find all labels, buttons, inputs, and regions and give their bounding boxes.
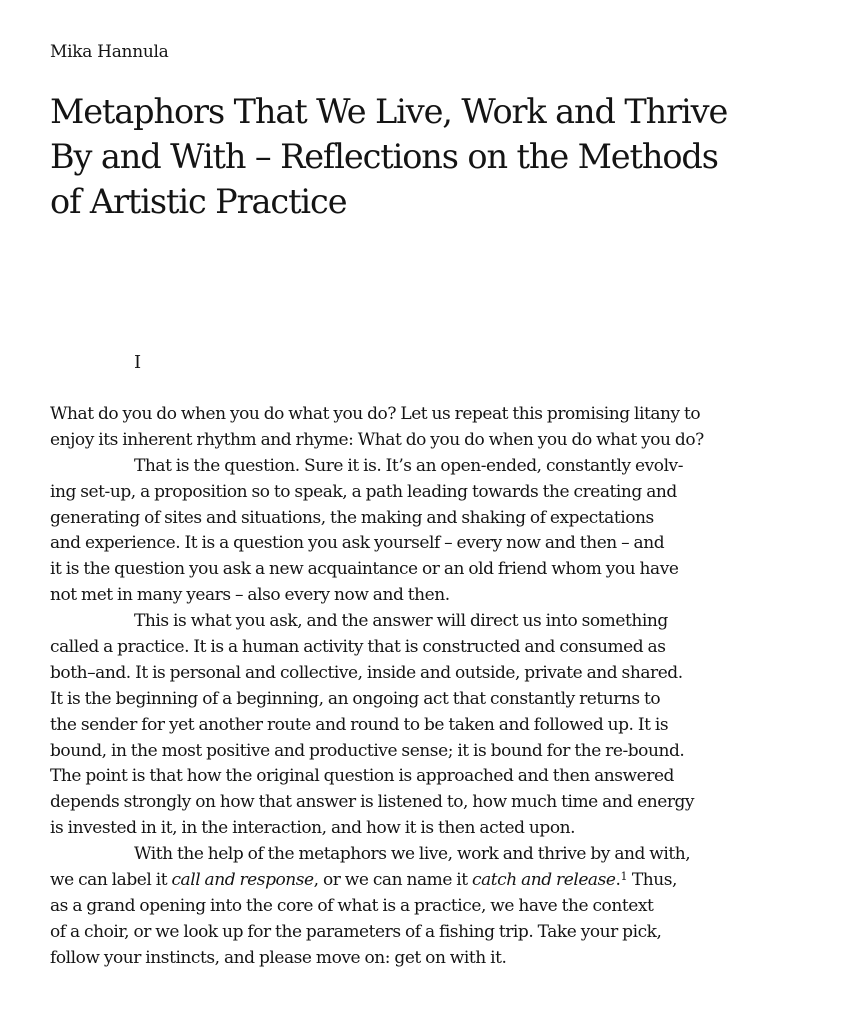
title-line: Metaphors That We Live, Work and Thrive bbox=[50, 92, 728, 131]
text-line: as a grand opening into the core of what is a practice, we have the context bbox=[50, 895, 654, 916]
body-text bbox=[50, 402, 786, 972]
section-number: I bbox=[134, 352, 142, 373]
text-line: both–and. It is personal and collective, inside and outside, private and shared. bbox=[50, 662, 683, 683]
author-name: Mika Hannula bbox=[50, 42, 169, 62]
paragraph-start-line: This is what you ask, and the answer will direct us into something bbox=[134, 611, 668, 632]
text-line: and experience. It is a question you ask yourself – every now and then – and bbox=[50, 533, 665, 554]
text-line: of a choir, or we look up for the parameters of a fishing trip. Take your pick, bbox=[50, 921, 662, 942]
text-line: is invested in it, in the interaction, and how it is then acted upon. bbox=[50, 818, 576, 839]
text-line: it is the question you ask a new acquaintance or an old friend whom you have bbox=[50, 559, 679, 580]
text-line: called a practice. It is a human activity that is constructed and consumed as bbox=[50, 637, 666, 658]
text-line: not met in many years – also every now and then. bbox=[50, 585, 450, 606]
footnote-ref[interactable]: 1 bbox=[620, 870, 628, 884]
text-line: the sender for yet another route and round to be taken and followed up. It is bbox=[50, 714, 669, 735]
text-line: It is the beginning of a beginning, an ongoing act that constantly returns to bbox=[50, 688, 661, 709]
text-line: The point is that how the original question is approached and then answered bbox=[50, 766, 674, 787]
text-run: . bbox=[615, 870, 621, 891]
italic-phrase: call and response bbox=[171, 870, 314, 891]
text-line bbox=[50, 868, 786, 894]
title-line: By and With – Reflections on the Methods bbox=[50, 137, 718, 176]
article-title bbox=[50, 89, 727, 224]
text-line: enjoy its inherent rhythm and rhyme: What do you do when you do what you do? bbox=[50, 429, 704, 450]
text-line: generating of sites and situations, the making and shaking of expectations bbox=[50, 507, 654, 528]
text-run: , or we can name it bbox=[313, 870, 473, 891]
title-line: of Artistic Practice bbox=[50, 182, 347, 221]
text-line: bound, in the most positive and productive sense; it is bound for the re-bound. bbox=[50, 740, 685, 761]
italic-phrase: catch and release bbox=[472, 870, 616, 891]
paragraph-start-line: With the help of the metaphors we live, work and thrive by and with, bbox=[134, 844, 691, 865]
paragraph-start-line: That is the question. Sure it is. It’s an open-ended, constantly evolv- bbox=[134, 455, 684, 476]
text-line: What do you do when you do what you do? Let us repeat this promising litany to bbox=[50, 404, 701, 424]
text-line: ing set-up, a proposition so to speak, a path leading towards the creating and bbox=[50, 481, 677, 502]
text-run: Thus, bbox=[627, 870, 677, 891]
text-line: depends strongly on how that answer is listened to, how much time and energy bbox=[50, 792, 695, 813]
text-run: we can label it bbox=[50, 870, 172, 891]
text-line: follow your instincts, and please move on: get on with it. bbox=[50, 947, 507, 968]
